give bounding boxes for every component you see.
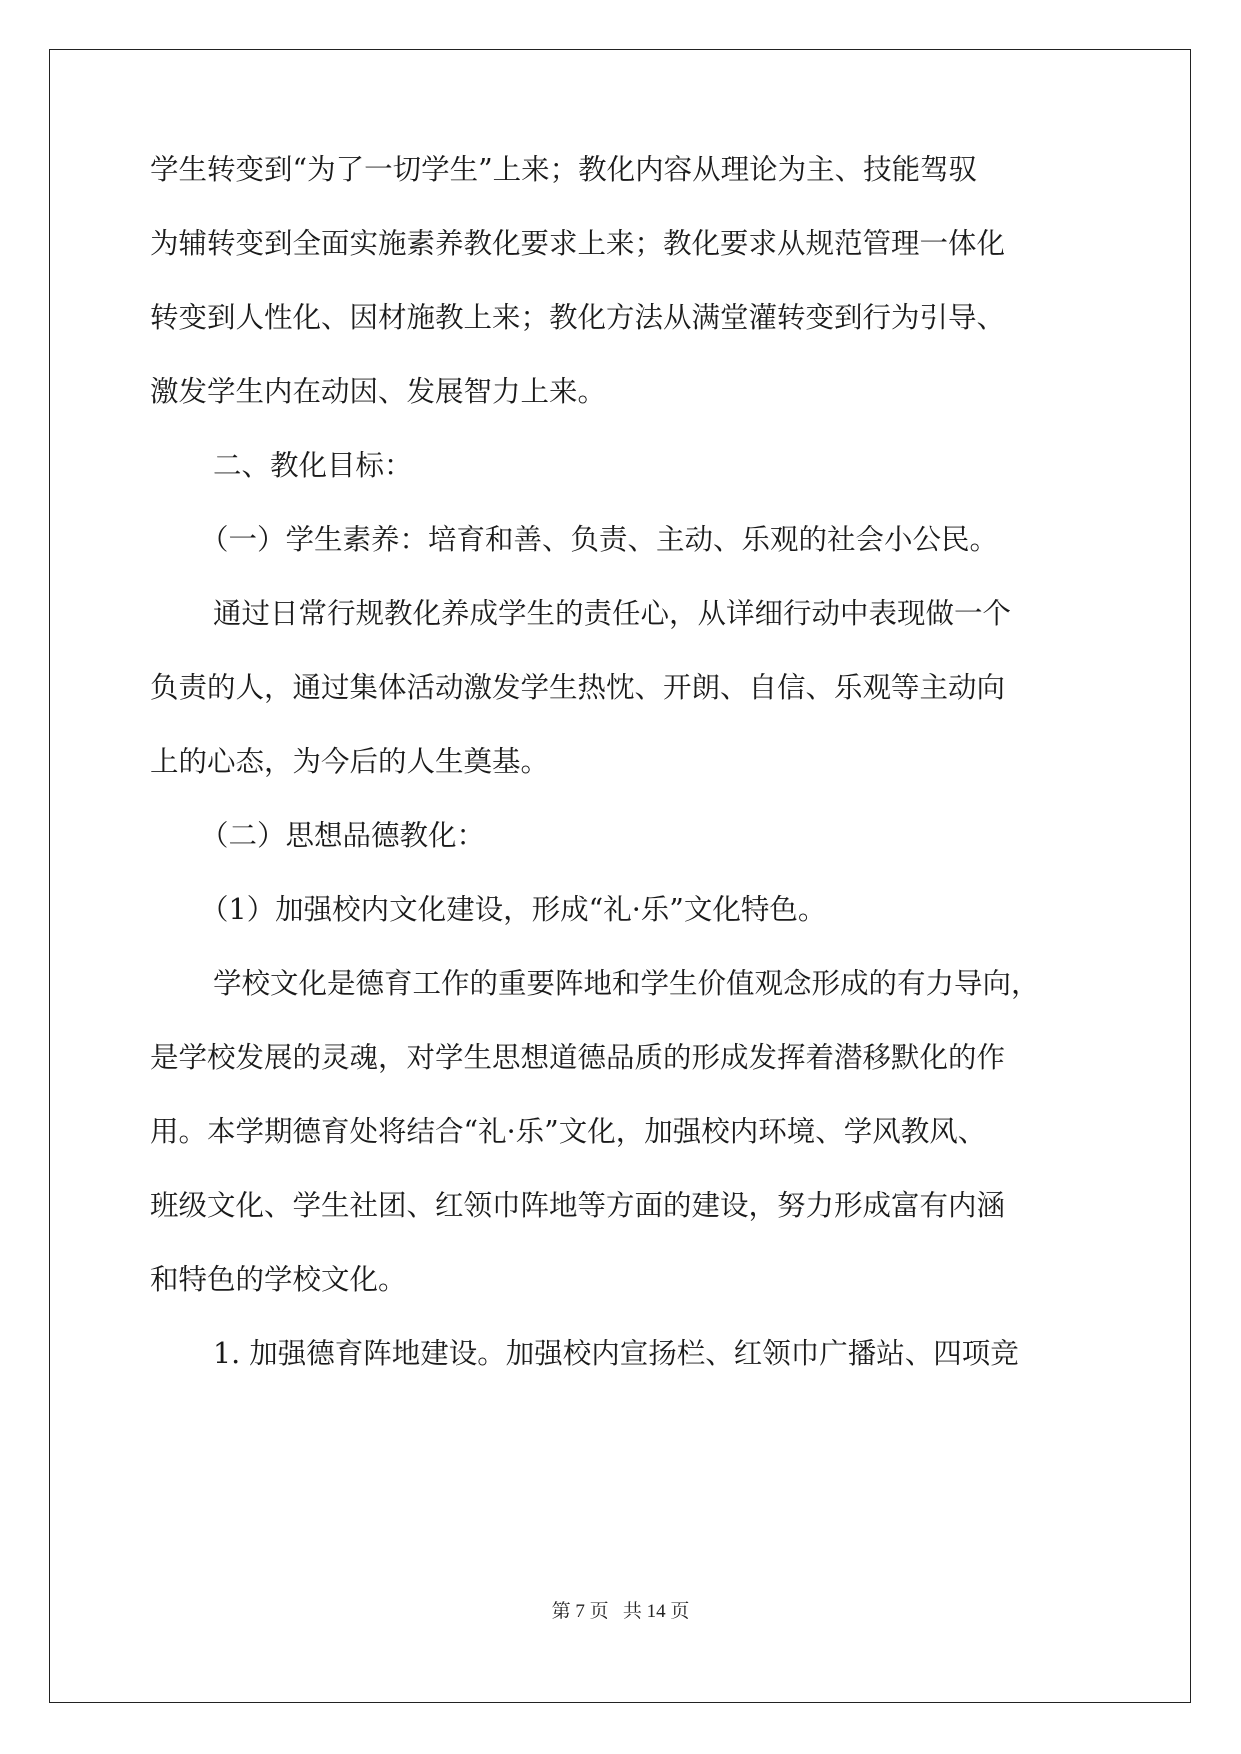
text-line-15: 班级文化、学生社团、红领巾阵地等方面的建设，努力形成富有内涵 (150, 1189, 1006, 1222)
text-line-17: 1. 加强德育阵地建设。加强校内宣扬栏、红领巾广播站、四项竞 (213, 1337, 1019, 1370)
text-line-16: 和特色的学校文化。 (150, 1263, 407, 1296)
page-border (49, 49, 1191, 1703)
subsection-heading-2: （二）思想品德教化： (200, 819, 486, 852)
text-line-12: 学校文化是德育工作的重要阵地和学生价值观念形成的有力导向， (213, 967, 1040, 1000)
item-heading-1: （1）加强校内文化建设，形成“礼·乐”文化特色。 (200, 893, 827, 926)
text-line-14: 用。本学期德育处将结合“礼·乐”文化，加强校内环境、学风教风、 (150, 1115, 987, 1148)
text-line-2: 为辅转变到全面实施素养教化要求上来；教化要求从规范管理一体化 (150, 227, 1006, 260)
text-line-7: 通过日常行规教化养成学生的责任心，从详细行动中表现做一个 (213, 597, 1012, 630)
text-line-8: 负责的人，通过集体活动激发学生热忱、开朗、自信、乐观等主动向 (150, 671, 1006, 704)
text-line-3: 转变到人性化、因材施教上来；教化方法从满堂灌转变到行为引导、 (150, 301, 1006, 334)
section-heading: 二、教化目标： (213, 449, 413, 482)
text-line-9: 上的心态，为今后的人生奠基。 (150, 745, 550, 778)
text-line-13: 是学校发展的灵魂，对学生思想道德品质的形成发挥着潜移默化的作 (150, 1041, 1006, 1074)
text-line-4: 激发学生内在动因、发展智力上来。 (150, 375, 607, 408)
page-number-footer: 第 7 页 共 14 页 (551, 1601, 690, 1622)
subsection-heading-1: （一）学生素养：培育和善、负责、主动、乐观的社会小公民。 (200, 523, 999, 556)
text-line-1: 学生转变到“为了一切学生”上来；教化内容从理论为主、技能驾驭 (150, 153, 978, 186)
